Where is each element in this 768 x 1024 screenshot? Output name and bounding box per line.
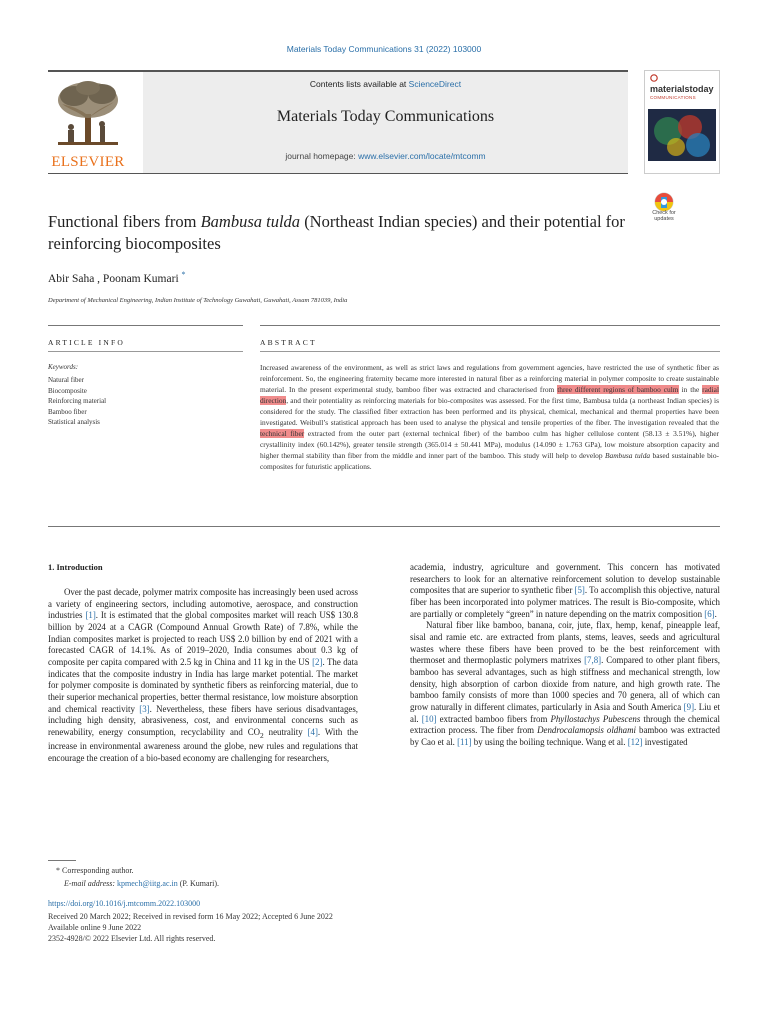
keyword-item: Reinforcing material xyxy=(48,397,107,405)
keyword-item: Biocomposite xyxy=(48,386,87,395)
citation-link[interactable]: [7,8] xyxy=(584,655,602,666)
sciencedirect-link[interactable]: ScienceDirect xyxy=(408,79,462,89)
abstract-text-1: Increased awareness of the environment, as well as strict laws and regulations from government agencies, have restricted the use of synthetic fiber as reinforcement. So, the engineering fraternity became more interested in natural fiber as a reinforcing material in polymer composite to create sustainable material. In the present experimental study, bamboo fiber was extracted and characterised from xyxy=(260,363,719,395)
cover-emblem-icon xyxy=(650,74,658,82)
intro-right-b: . To accomplish this objective, natural fiber has been incorporated into polymer matrices. The result is Bio-composite, which are partially or completely “green” in nature depending on the matrix composition xyxy=(410,585,720,619)
cover-subtitle: COMMUNICATIONS xyxy=(650,95,696,100)
article-info-top-rule xyxy=(48,325,243,326)
intro-right-c: . xyxy=(714,608,717,619)
email-note xyxy=(64,879,219,888)
online-date: Available online 9 June 2022 xyxy=(48,923,142,932)
article-title-part2: (Northeast Indian species) and their potential for reinforcing biocomposites xyxy=(48,212,625,253)
abstract-text-2: in the xyxy=(678,385,703,395)
body-column-right xyxy=(410,562,720,749)
cover-art-image xyxy=(648,109,716,161)
intro-right-j: by using the boiling technique. Wang et al. xyxy=(471,736,628,747)
homepage-prefix: journal homepage: xyxy=(285,151,359,161)
journal-masthead xyxy=(48,70,720,174)
citation-link[interactable]: [10] xyxy=(421,713,437,724)
intro-right-h: through the chemical extraction process. The fiber from xyxy=(410,713,720,736)
intro-left-c: . The data indicates that the composite industry in India has large market potential. The market for polymer composite is dominated by synthetic fibers as reinforcing material, due to their superior mechanical properties, better thermal resistance, low moisture absorption and chemical reactivity xyxy=(48,656,358,714)
abstract-rule xyxy=(260,351,720,352)
masthead-bottom-rule xyxy=(48,173,628,174)
abstract-highlight-3[interactable]: technical fiber xyxy=(260,429,305,439)
elsevier-logo[interactable] xyxy=(48,76,128,172)
intro-paragraph-2 xyxy=(410,620,720,748)
masthead-center-panel xyxy=(143,72,628,173)
species-name: Dendrocalamopsis oldhami xyxy=(537,725,636,736)
citation-link[interactable]: [11] xyxy=(457,736,472,747)
abstract-text-4: extracted from the outer part (external technical fiber) of the bamboo culm has higher cellulose content (58.13 ± 3.51%), higher crystallinity index (60.142%), greater tensile strength (365.014 ± 50.441 MPa), modulus (14.090 ± 1.763 GPa), low moisture absorption capacity and higher thermal stability than fiber from the middle and inner part of the bamboo. This study will help to develop xyxy=(260,429,719,461)
intro-left-a: Over the past decade, polymer matrix composite has increasingly been used across a variety of engineering sectors, including automotive, aerospace, and construction industries xyxy=(48,587,358,621)
footnote-corresponding: Corresponding author. xyxy=(60,866,134,875)
email-link[interactable]: kpmech@iitg.ac.in xyxy=(117,879,178,888)
section-heading-introduction: 1. Introduction xyxy=(48,562,103,572)
authors: Abir Saha , Poonam Kumari xyxy=(48,272,179,285)
intro-right-g: extracted bamboo fibers from xyxy=(436,713,551,724)
citation-link[interactable]: [2] xyxy=(312,656,323,667)
journal-reference[interactable]: Materials Today Communications 31 (2022) 103000 xyxy=(286,44,482,54)
abstract-body xyxy=(260,362,719,472)
journal-title[interactable]: Materials Today Communications xyxy=(276,108,495,125)
intro-paragraph-1 xyxy=(48,587,358,765)
journal-homepage-link[interactable]: www.elsevier.com/locate/mtcomm xyxy=(358,151,486,161)
cover-title-2: today xyxy=(689,84,714,94)
intro-left-e: neutrality xyxy=(263,726,308,737)
intro-left-b: . It is estimated that the global composites market will reach US$ 130.8 billion by 2024 at a CAGR (Compound Annual Growth Rate) of 7.8%, while the Indian composites market is projected to reach US$ 2.0 billion by end of 2021 with a forecasted CAGR of 14.1%. As of 2019–2020, India consumes about 0.3 kg of composite per capita compared with 2.5 kg in China and 11 kg in the US xyxy=(48,610,359,667)
keyword-item: Statistical analysis xyxy=(48,418,100,426)
citation-link[interactable]: [12] xyxy=(627,736,643,747)
intro-left-f: . With the increase in environmental awareness around the globe, new rules and regulations that encourage the creation of a bio-based economy are challenging for researchers, xyxy=(48,726,359,763)
citation-link[interactable]: [1] xyxy=(85,610,96,621)
citation-link[interactable]: [4] xyxy=(307,726,318,737)
abstract-top-rule xyxy=(260,325,720,326)
footnote-rule xyxy=(48,860,76,861)
article-title xyxy=(48,211,638,255)
citation-link[interactable]: [5] xyxy=(574,585,585,596)
corresponding-author-mark[interactable]: * xyxy=(181,270,186,279)
contents-prefix: Contents lists available at xyxy=(309,79,409,89)
crossmark-label-2: updates xyxy=(654,216,674,222)
footnote-mark: * xyxy=(56,866,60,875)
citation-link[interactable]: [9] xyxy=(683,701,695,712)
species-name: Phyllostachys Pubescens xyxy=(550,713,641,724)
intro-right-e: . Compared to other plant fibers, bamboo has several advantages, such as high stiffness and mechanical strength, low density, high absorption of carbon dioxide from nature, and high growth rate. The bamboo family consists of more than 1000 species and 70 genera, all of which can grow naturally in different climates, particularly in Asia and South America xyxy=(410,655,720,712)
abstract-species: Bambusa tulda xyxy=(604,451,651,461)
intro-right-f: . Liu et al. xyxy=(410,701,721,724)
keyword-item: Bamboo fiber xyxy=(48,407,87,416)
email-suffix: (P. Kumari). xyxy=(177,879,220,888)
citation-link[interactable]: [6] xyxy=(704,608,715,619)
elsevier-tree-icon xyxy=(52,80,124,150)
copyright-notice: 2352-4928/© 2022 Elsevier Ltd. All rights reserved. xyxy=(48,934,216,943)
article-history: Received 20 March 2022; Received in revised form 16 May 2022; Accepted 6 June 2022 xyxy=(48,912,333,921)
article-info-heading: ARTICLE INFO xyxy=(48,338,125,347)
article-title-part1: Functional fibers from xyxy=(48,212,201,231)
homepage-line xyxy=(143,151,628,161)
keyword-item: Natural fiber xyxy=(48,376,84,384)
abstract-highlight-2[interactable]: radial direction xyxy=(260,385,719,406)
crossmark-label-1: Check for xyxy=(652,210,676,216)
publisher-name: ELSEVIER xyxy=(51,154,125,170)
doi-link[interactable]: https://doi.org/10.1016/j.mtcomm.2022.103000 xyxy=(48,899,201,908)
intro-right-k: investigated xyxy=(642,736,688,747)
abstract-highlight-1[interactable]: three different regions of bamboo culm xyxy=(557,385,679,395)
abstract-bottom-rule xyxy=(48,526,720,527)
keyword-list xyxy=(48,375,106,428)
cover-title xyxy=(650,85,714,94)
intro-paragraph-1-cont xyxy=(410,562,720,620)
author-list xyxy=(48,270,186,285)
abstract-heading: ABSTRACT xyxy=(260,338,317,347)
co2-subscript: 2 xyxy=(260,730,264,740)
keywords-label: Keywords: xyxy=(48,363,79,371)
journal-cover[interactable] xyxy=(644,70,720,174)
intro-right-i: bamboo was extracted by Cao et al. xyxy=(410,725,720,747)
intro-left-d: . Nevertheless, these fibers have serious disadvantages, including high density, abrasiveness, cost, and environmental concerns such as renewability, energy consumption, recyclability and CO xyxy=(48,703,358,737)
article-title-species: Bambusa tulda xyxy=(200,212,301,231)
article-info-rule xyxy=(48,351,243,352)
affiliation: Department of Mechanical Engineering, Indian Institute of Technology Guwahati, Guwahati, Assam 781039, India xyxy=(48,297,348,304)
intro-right-d: Natural fiber like bamboo, banana, coir, jute, flax, hemp, kenaf, pineapple leaf, sisal and ramie etc. are extracted from plants, stems, leaves, seeds and agricultural wastes where these fibers have been proved to be the best reinforcement with thermoset and thermoplastic polymers matrixes xyxy=(410,620,720,666)
abstract-text-3: , and their potentiality as reinforcing materials for bio-composites was assessed. For the first time, Bambusa tulda (a northeast Indian species) is considered for the study. The classified fiber extraction has been performed and its physical, chemical, mechanical and thermal properties have been investigated. Weibull’s statistical approach has been used to analyse the physical and tensile properties of the fiber. The investigation revealed that the xyxy=(260,396,719,428)
intro-right-a: academia, industry, agriculture and government. This concern has motivated researchers to look for an alternative reinforcement solution to develop sustainable composites that are superior to synthetic fiber xyxy=(410,562,720,596)
corresponding-author-note xyxy=(56,866,134,875)
abstract-text-6: based sustainable bio-composites for futuristic applications. xyxy=(260,451,719,472)
citation-link[interactable]: [3] xyxy=(139,703,150,714)
cover-title-1: materials xyxy=(650,84,690,94)
contents-line xyxy=(143,79,628,89)
crossmark-label xyxy=(644,210,684,222)
email-label: E-mail address: xyxy=(64,879,116,888)
body-column-left xyxy=(48,587,358,765)
